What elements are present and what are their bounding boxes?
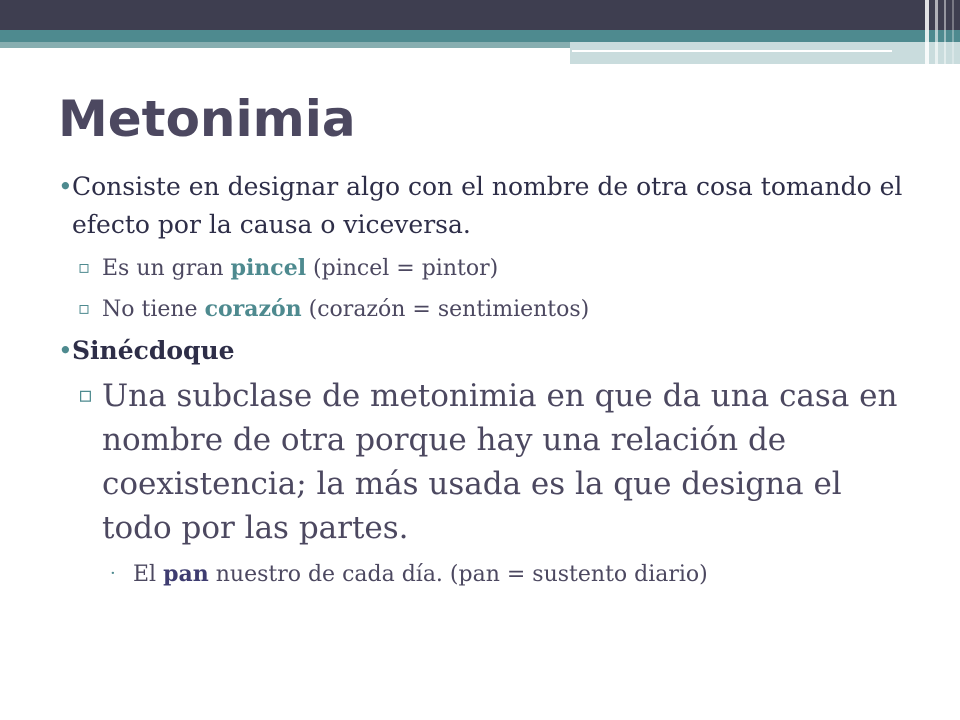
bullet-dot-icon: •	[58, 172, 73, 201]
example-pan	[58, 554, 918, 595]
example-pre: El	[133, 562, 164, 587]
subclase-text: Una subclase de metonimia en que da una casa en nombre de otra porque hay una relación de coexistencia; la más usada es la que designa el todo por las partes.	[102, 378, 898, 546]
example-pre: No tiene	[102, 297, 205, 322]
example-keyword: pan	[163, 561, 209, 587]
example-pre: Es un gran	[102, 256, 231, 281]
slide-title: Metonimia	[58, 90, 356, 148]
example-keyword: pincel	[230, 255, 307, 281]
bullet-small-icon: ·	[110, 563, 116, 584]
band-step-strip	[570, 42, 960, 64]
definition-text: Consiste en designar algo con el nombre de otra cosa tomando el efecto por la causa o viceversa.	[72, 172, 903, 239]
bullet-dot-icon: •	[58, 336, 73, 365]
example-post: (pincel = pintor)	[306, 256, 499, 281]
bullet-square-icon: ▫	[78, 298, 91, 319]
sinecdoque-heading: Sinécdoque	[72, 336, 235, 365]
example-post: nuestro de cada día. (pan = sustento diario)	[208, 562, 708, 587]
example-post: (corazón = sentimientos)	[301, 297, 590, 322]
bullet-sinecdoque	[58, 332, 918, 370]
band-mid-strip	[0, 42, 570, 48]
bullet-square-icon: ▫	[78, 257, 91, 278]
band-right-bar-3	[944, 0, 946, 64]
band-right-bar-2	[935, 0, 938, 64]
example-keyword: corazón	[204, 296, 302, 322]
example-pincel	[58, 248, 918, 289]
band-right-bar-4	[952, 0, 954, 64]
slide-content	[58, 168, 918, 595]
subclase-description	[58, 374, 918, 550]
bullet-square-icon: ▫	[78, 383, 93, 408]
band-dark-strip	[0, 0, 960, 30]
top-decorative-band	[0, 0, 960, 80]
band-white-line	[572, 50, 892, 52]
band-teal-strip	[0, 30, 960, 42]
example-corazon	[58, 289, 918, 330]
band-right-bar-1	[925, 0, 929, 64]
bullet-definition	[58, 168, 918, 244]
band-accent-line	[600, 62, 775, 64]
